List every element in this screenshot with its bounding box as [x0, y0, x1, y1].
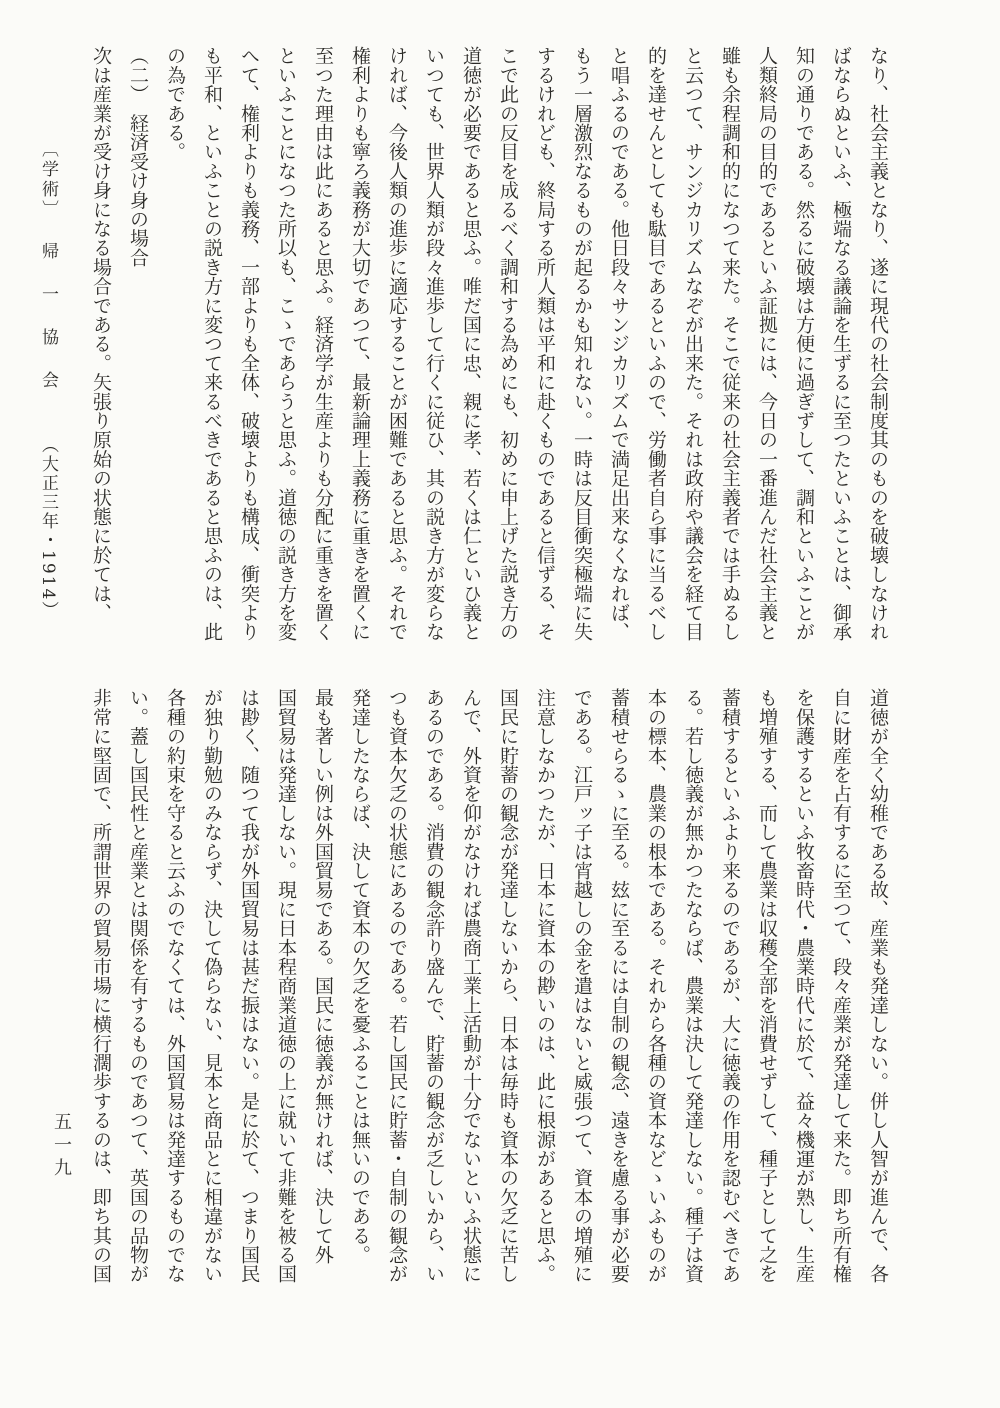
text-block-top: [82, 46, 896, 678]
page-number: 五一九: [51, 1112, 72, 1181]
text-line: も平和、といふことの説き方に変つて来るべきであると思ふのは、此: [201, 46, 223, 642]
text-line: するけれども、終局する所人類は平和に赴くものであると信ずる、そ: [534, 46, 556, 642]
text-line: あるのである。消費の観念許り盛んで、貯蓄の観念が乏しいから、い: [423, 688, 445, 1284]
text-line: 権利よりも寧ろ義務が大切であつて、最新論理上義務に重きを置くに: [349, 46, 371, 642]
text-line: 人類終局の目的であるといふ証拠には、今日の一番進んだ社会主義と: [756, 46, 778, 642]
text-block-bottom: [82, 688, 896, 1313]
text-line: ければ、今後人類の進歩に適応することが困難であると思ふ。それで: [386, 46, 408, 642]
text-line: 非常に堅固で、所謂世界の貿易市場に横行濶歩するのは、即ち其の国: [90, 688, 112, 1284]
text-line: 至つた理由は此にあると思ふ。経済学が生産よりも分配に重きを置く: [312, 46, 334, 642]
text-line: い。蓋し国民性と産業とは関係を有するものであつて、英国の品物が: [127, 688, 149, 1284]
running-header: [36, 140, 61, 621]
text-line: つも資本欠乏の状態にあるのである。若し国民に貯蓄・自制の観念が: [386, 688, 408, 1284]
text-line: 本の標本、農業の根本である。それから各種の資本などゝいふものが: [645, 688, 667, 1284]
text-line: 各種の約束を守ると云ふのでなくては、外国貿易は発達するものでな: [164, 688, 186, 1284]
text-line: 的を達せんとしても駄目であるといふので、労働者自ら事に当るべし: [645, 46, 667, 642]
publication-date: （大正三年・1914）: [38, 436, 58, 621]
text-line: も増殖する、而して農業は収穫全部を消費せずして、種子として之を: [756, 688, 778, 1284]
text-line: を保護するといふ牧畜時代・農業時代に於て、益々機運が熟し、生産: [793, 688, 815, 1284]
text-line: 注意しなかつたが、日本に資本の尠いのは、此に根源があると思ふ。: [534, 688, 556, 1284]
text-line: る。若し徳義が無かつたならば、農業は決して発達しない。種子は資: [682, 688, 704, 1284]
text-line: 国貿易は発達しない。現に日本程商業道徳の上に就いて非難を被る国: [275, 688, 297, 1284]
text-line: 道徳が必要であると思ふ。唯だ国に忠、親に孝、若くは仁といひ義と: [460, 46, 482, 642]
text-line: 発達したならば、決して資本の欠乏を憂ふることは無いのである。: [349, 688, 371, 1264]
text-line: 蓄積せらるゝに至る。玆に至るには自制の観念、遠きを慮る事が必要: [608, 688, 630, 1284]
text-line: の為である。: [164, 46, 186, 162]
category-label: 〔学術〕: [38, 140, 58, 220]
text-line: 自に財産を占有するに至つて、段々産業が発達して来た。即ち所有権: [830, 688, 852, 1284]
text-line: 雖も余程調和的になつて来た。そこで従来の社会主義者では手ぬるし: [719, 46, 741, 642]
text-line: 知の通りである。然るに破壊は方便に過ぎずして、調和といふことが: [793, 46, 815, 642]
text-line: 最も著しい例は外国貿易である。国民に徳義が無ければ、決して外: [312, 688, 334, 1264]
text-line: と唱ふるのである。他日段々サンジカリズムで満足出来なくなれば、: [608, 46, 630, 642]
text-line: 次は産業が受け身になる場合である。矢張り原始の状態に於ては、: [90, 46, 112, 622]
text-line: もう一層激烈なるものが起るかも知れない。一時は反目衝突極端に失: [571, 46, 593, 642]
text-line: んで、外資を仰がなければ農商工業上活動が十分でないといふ状態に: [460, 688, 482, 1284]
text-line: いつても、世界人類が段々進歩して行くに従ひ、其の説き方が変らな: [423, 46, 445, 642]
section-heading: （二） 経済受け身の場合: [127, 46, 149, 267]
text-line: は尠く、随つて我が外国貿易は甚だ振はない。是に於て、つまり国民: [238, 688, 260, 1284]
publication-title: 帰一協会: [38, 242, 58, 414]
text-line: なり、社会主義となり、遂に現代の社会制度其のものを破壊しなけれ: [867, 46, 889, 642]
text-line: 国民に貯蓄の観念が発達しないから、日本は毎時も資本の欠乏に苦し: [497, 688, 519, 1284]
text-line: こで此の反目を成るべく調和する為めにも、初めに申上げた説き方の: [497, 46, 519, 642]
text-line: へて、権利よりも義務、一部よりも全体、破壊よりも構成、衝突より: [238, 46, 260, 642]
text-line: といふことになつた所以も、こゝであらうと思ふ。道徳の説き方を変: [275, 46, 297, 642]
text-line: 道徳が全く幼稚である故、産業も発達しない。併し人智が進んで、各: [867, 688, 889, 1284]
text-line: が独り勤勉のみならず、決して偽らない、見本と商品とに相違がない: [201, 688, 223, 1284]
text-line: ばならぬといふ、極端なる議論を生ずるに至つたといふことは、御承: [830, 46, 852, 642]
text-line: 蓄積するといふより来るのであるが、大に徳義の作用を認むべきであ: [719, 688, 741, 1284]
text-line: である。江戸ッ子は宵越しの金を遣はないと威張つて、資本の増殖に: [571, 688, 593, 1284]
text-line: と云つて、サンジカリズムなぞが出来た。それは政府や議会を経て目: [682, 46, 704, 642]
